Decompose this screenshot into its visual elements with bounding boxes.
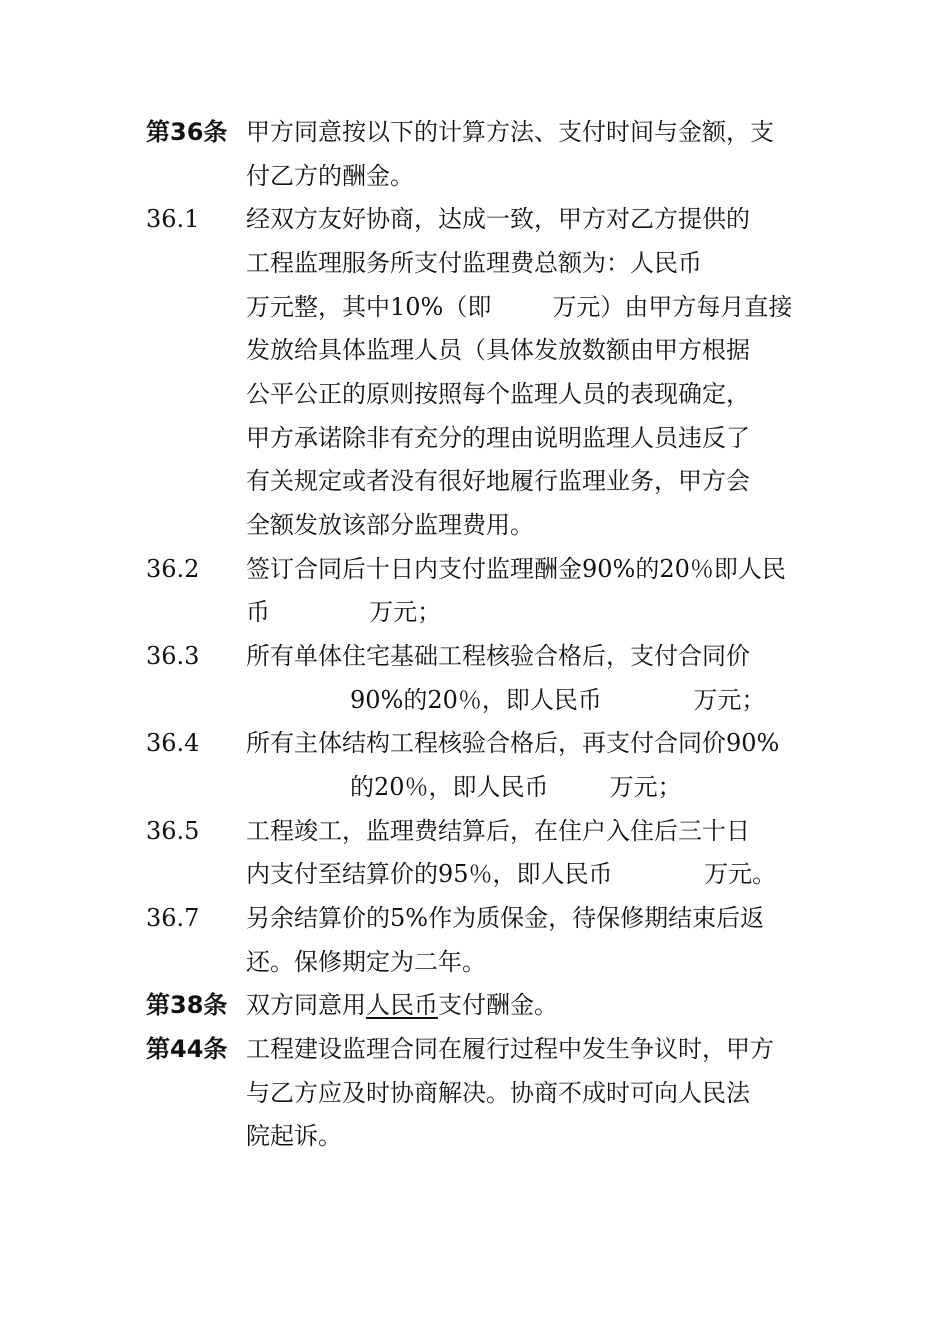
article-38-text — [246, 990, 558, 1020]
clause-36-4-line-1: 所有主体结构工程核验合格后，再支付合同价90% — [246, 729, 780, 757]
clause-36-1-line-1: 经双方友好协商，达成一致，甲方对乙方提供的 — [246, 205, 750, 233]
article-44-line-2: 与乙方应及时协商解决。协商不成时可向人民法 — [246, 1079, 750, 1107]
clause-36-1-line-2: 工程监理服务所支付监理费总额为：人民币 — [246, 249, 702, 277]
clause-36-5-number: 36.5 — [146, 817, 200, 845]
clause-36-1-line-6: 甲方承诺除非有充分的理由说明监理人员违反了 — [246, 424, 750, 452]
clause-36-3-number: 36.3 — [146, 642, 200, 670]
clause-36-7-number: 36.7 — [146, 904, 200, 932]
article-36-line-2: 付乙方的酬金。 — [246, 162, 414, 190]
article-44-line-1: 工程建设监理合同在履行过程中发生争议时，甲方 — [246, 1035, 774, 1063]
clause-36-5-line-1: 工程竣工，监理费结算后，在住户入住后三十日 — [246, 817, 750, 845]
clause-36-1-line-3: 万元整，其中10%（即 万元）由甲方每月直接 — [246, 293, 793, 321]
currency-underlined: 人民币 — [366, 991, 438, 1019]
clause-36-5-line-2: 内支付至结算价的95％，即人民币 万元。 — [246, 860, 777, 888]
clause-36-4-line-2: 的20％，即人民币 万元； — [350, 773, 682, 801]
article-44-label: 第44条 — [146, 1035, 228, 1063]
article-36-label: 第36条 — [146, 118, 228, 146]
clause-36-1-line-4: 发放给具体监理人员（具体发放数额由甲方根据 — [246, 336, 750, 364]
article-38-text-post: 支付酬金。 — [438, 991, 558, 1019]
clause-36-1-line-7: 有关规定或者没有很好地履行监理业务，甲方会 — [246, 467, 750, 495]
clause-36-2-line-2: 币 万元； — [246, 598, 442, 626]
article-38-label: 第38条 — [146, 991, 228, 1019]
clause-36-7-line-2: 还。保修期定为二年。 — [246, 948, 486, 976]
clause-36-1-number: 36.1 — [146, 205, 200, 233]
article-38-text-pre: 双方同意用 — [246, 991, 366, 1019]
article-44-line-3: 院起诉。 — [246, 1122, 342, 1150]
clause-36-2-line-1: 签订合同后十日内支付监理酬金90%的20％即人民 — [246, 555, 786, 583]
clause-36-3-line-1: 所有单体住宅基础工程核验合格后，支付合同价 — [246, 642, 750, 670]
clause-36-2-number: 36.2 — [146, 555, 200, 583]
clause-36-7-line-1: 另余结算价的5%作为质保金，待保修期结束后返 — [246, 904, 765, 932]
clause-36-4-number: 36.4 — [146, 729, 200, 757]
article-36-line-1: 甲方同意按以下的计算方法、支付时间与金额，支 — [246, 118, 774, 146]
clause-36-1-line-5: 公平公正的原则按照每个监理人员的表现确定， — [246, 380, 750, 408]
clause-36-1-line-8: 全额发放该部分监理费用。 — [246, 511, 534, 539]
clause-36-3-line-2: 90%的20％，即人民币 万元； — [350, 686, 766, 714]
